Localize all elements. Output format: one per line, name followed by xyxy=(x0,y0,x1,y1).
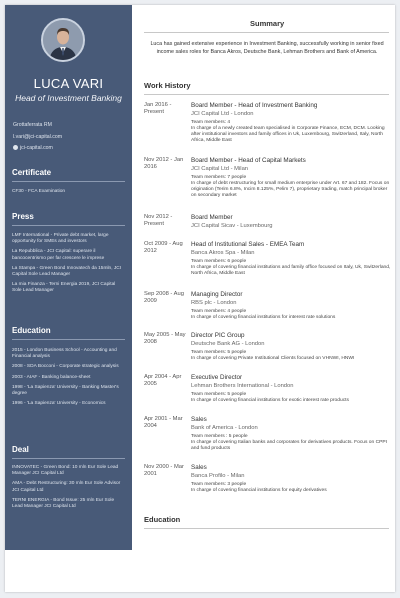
summary-text: Luca has gained extensive experience in Investment Banking, successfully working in senior fixed income sales roles for Banca Akros, Deutsche Bank, Lehman Brothers and Bank of America. xyxy=(150,41,384,55)
job-dates: Nov 2012 - Present xyxy=(144,214,173,227)
deal-list xyxy=(12,465,126,514)
job-role: Board Member - Head of Investment Banking xyxy=(191,102,318,109)
person-name: LUCA VARI xyxy=(33,76,104,91)
job-company: Deutsche Bank AG - London xyxy=(191,341,265,347)
deal-item: AMA - Debt Restructuring: 30 mln Eur Sole Advisor JCI Capital Ltd xyxy=(12,481,121,493)
job-description: In charge of covering financial institutions and family office focused on Italy, Uk, Switzerland, North Africa, Middle East xyxy=(191,265,391,276)
job-role: Executive Director xyxy=(191,374,243,381)
job-team: Team members : 5 people xyxy=(191,434,248,439)
education-item: 1998 - 'La Sapienza' University - Banking Master's degree xyxy=(12,384,119,397)
job-description: In charge of covering financial institutions for equity derivatives xyxy=(191,488,327,493)
work-history-divider xyxy=(144,94,389,95)
deal-divider xyxy=(12,458,125,459)
education-item: 2008 - SDA Bocconi - Corporate strategic analysis xyxy=(12,364,119,370)
certificate-list xyxy=(12,189,126,199)
deal-item: TERNI ENERGIA - Bond Issue: 25 mln Eur Sole Lead Manager JCI Capital Ltd xyxy=(12,497,115,510)
job-team: Team members: 3 people xyxy=(191,482,247,487)
summary-heading: Summary xyxy=(250,19,285,28)
certificate-heading: Certificate xyxy=(12,168,52,177)
press-item[interactable]: La mia Finanza - Terni Energia 2019, JCI Capital Sole Lead Manager xyxy=(12,282,116,294)
website-row xyxy=(13,145,53,151)
job-dates: Apr 2004 - Apr 2005 xyxy=(144,374,182,387)
deal-item: INNOVATEC - Green Bond: 10 mln Eur Sole Lead Manager JCI Capital Ltd xyxy=(12,465,119,477)
globe-icon xyxy=(13,145,18,150)
job-team: Team members: 6 people xyxy=(191,259,247,264)
job-description: In charge of covering Private Institutional Clients focused on VHNWI, HNWI xyxy=(191,356,355,361)
job-company: Banca Profilo - Milan xyxy=(191,473,245,479)
education-divider xyxy=(12,339,125,340)
education-main-heading: Education xyxy=(144,515,181,524)
job-company: JCI Capital Ltd - London xyxy=(191,111,254,117)
job-role: Head of Institutional Sales - EMEA Team xyxy=(191,241,305,248)
website-link[interactable]: jci-capital.com xyxy=(20,145,53,151)
job-team: Team members: 5 people xyxy=(191,392,247,397)
education-item: 2015 - London Business School - Accounting and Financial analysis xyxy=(12,348,117,360)
press-divider xyxy=(12,225,125,226)
job-role: Sales xyxy=(191,464,207,471)
email-link[interactable]: l.vari@jci-capital.com xyxy=(13,134,63,140)
job-description: In charge of covering Italian banks and corporates for derivatives products. Focus on CPPI and fund products xyxy=(191,440,388,451)
job-role: Board Member xyxy=(191,214,233,221)
press-heading: Press xyxy=(12,212,34,221)
job-dates: Apr 2001 - Mar 2004 xyxy=(144,416,183,429)
press-item[interactable]: LMF International - Private debt market, large opportunity for SMEs and investors xyxy=(12,233,109,245)
job-dates: Oct 2009 - Aug 2012 xyxy=(144,241,183,254)
job-description: In charge of covering financial institutions for exotic interest rate products xyxy=(191,398,349,403)
avatar xyxy=(41,18,85,62)
education-sidebar-heading: Education xyxy=(12,326,51,335)
job-dates: Nov 2000 - Mar 2001 xyxy=(144,464,184,477)
certificate-divider xyxy=(12,181,125,182)
job-role: Board Member - Head of Capital Markets xyxy=(191,157,306,164)
education-item: 1996 - 'La Sapienza' University - Economics xyxy=(12,401,106,407)
job-dates: Nov 2012 - Jan 2016 xyxy=(144,157,184,170)
deal-heading: Deal xyxy=(12,445,29,454)
job-dates: Sep 2008 - Aug 2009 xyxy=(144,291,184,304)
job-team: Team members: 4 xyxy=(191,120,231,125)
job-description: In charge of debt restructuring for small medium enterprise under Art. 67 and 182. Focus on origination (Terim 6.8%, Incim 8.125%, Pelim 7), proprietary trading, match principal broker on secondary market xyxy=(191,181,390,198)
resume-page xyxy=(5,5,395,592)
press-item[interactable]: La Repubblica - JCI Capital: superare il bancocentrismo per far crescere le imprese xyxy=(12,249,105,261)
job-company: Lehman Brothers International - London xyxy=(191,383,294,389)
certificate-item: CF30 - FCA Examination xyxy=(12,189,66,194)
job-role: Sales xyxy=(191,416,207,423)
job-company: JCI Capital Ltd - Milan xyxy=(191,166,249,172)
press-list xyxy=(12,233,126,299)
education-main-divider xyxy=(144,528,389,529)
job-team: Team members: 7 people xyxy=(191,175,247,180)
job-description: In charge of covering financial institutions for interest rate solutions xyxy=(191,315,336,320)
job-role: Managing Director xyxy=(191,291,243,298)
job-company: Bank of America - London xyxy=(191,425,258,431)
job-company: Banca Akros Spa - Milan xyxy=(191,250,255,256)
person-headline: Head of Investment Banking xyxy=(15,93,122,103)
job-dates: May 2005 - May 2008 xyxy=(144,332,186,345)
job-team: Team members: 4 people xyxy=(191,309,247,314)
job-role: Director PIC Group xyxy=(191,332,245,339)
summary-divider xyxy=(144,32,389,33)
education-item: 2003 - AIAF - Banking balance-sheet xyxy=(12,374,91,380)
sidebar xyxy=(5,5,132,550)
portrait-photo xyxy=(43,20,83,60)
work-history-heading: Work History xyxy=(144,81,191,90)
job-description: In charge of a newly created team specialised in Corporate Finance, ECM, DCM. Looking after institutional investors and family offices in Uk, Luxembourg, Switzerland, Italy, North Africa, Middle East xyxy=(191,126,385,143)
job-team: Team members: 5 people xyxy=(191,350,247,355)
education-list xyxy=(12,348,126,411)
job-company: JCI Capital Sicav - Luxembourg xyxy=(191,223,273,229)
press-item[interactable]: La Stampa - Green Bond Innovatech da 15mln, JCI Capital Sole Lead Manager xyxy=(12,265,122,278)
job-company: RBS plc - London xyxy=(191,300,237,306)
job-dates: Jan 2016 - Present xyxy=(144,102,172,115)
location-text: Grottaferrata RM xyxy=(13,122,52,128)
